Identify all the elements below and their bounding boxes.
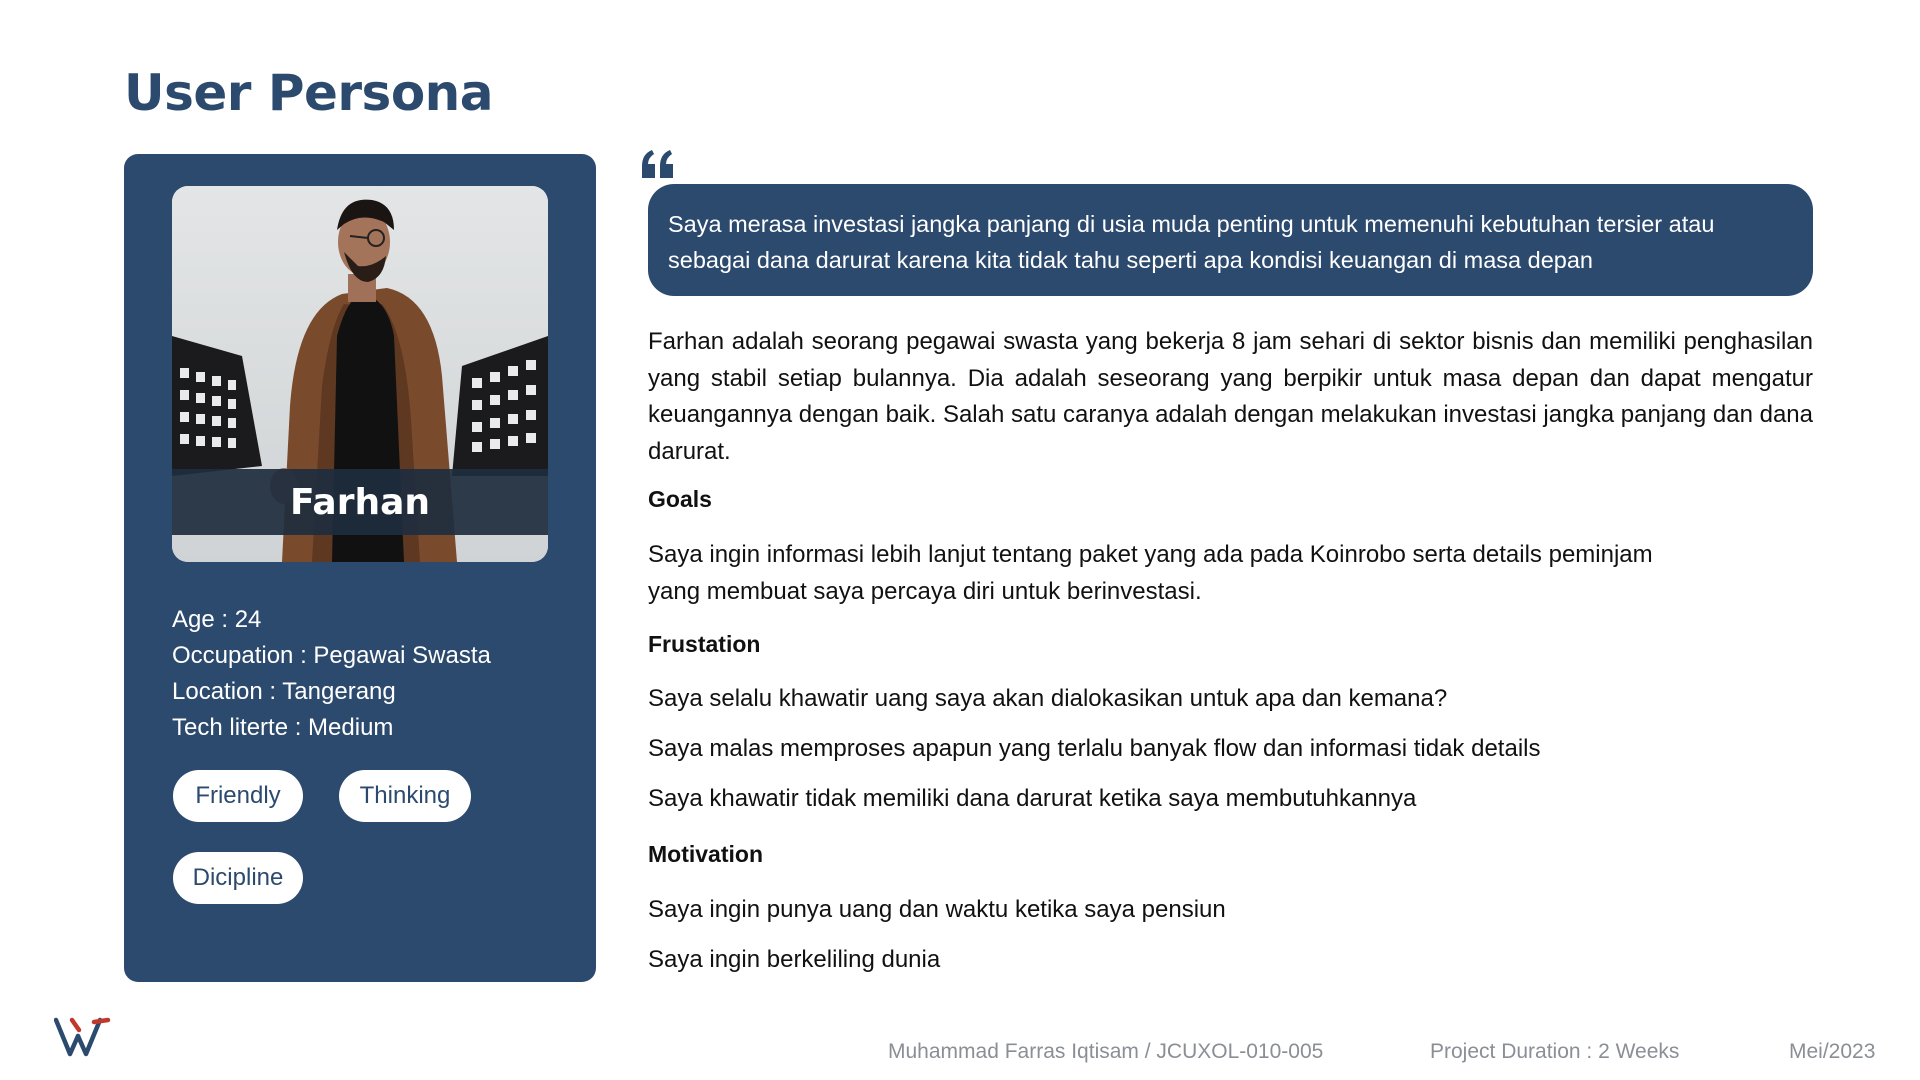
- frustation-heading: Frustation: [648, 631, 761, 657]
- persona-name: Farhan: [289, 481, 431, 523]
- persona-quote: [648, 184, 1813, 296]
- persona-details: [172, 602, 491, 746]
- tag-dicipline: [173, 852, 303, 904]
- page-title: User Persona: [124, 64, 493, 122]
- goals-line: yang membuat saya percaya diri untuk berinvestasi.: [648, 578, 1202, 605]
- detail-tech-literacy: Tech literte : Medium: [172, 714, 394, 741]
- footer-date: Mei/2023: [1789, 1040, 1876, 1063]
- detail-location: Location : Tangerang: [172, 678, 396, 705]
- brand-logo-icon: [54, 1016, 114, 1058]
- persona-name-band: [172, 469, 548, 535]
- quote-line: sebagai dana darurat karena kita tidak tahu seperti apa kondisi keuangan di masa depan: [668, 247, 1593, 273]
- goals-text: [648, 536, 1653, 610]
- tag-thinking: [339, 770, 471, 822]
- footer-author: Muhammad Farras Iqtisam / JCUXOL-010-005: [888, 1040, 1324, 1063]
- frustation-item: Saya selalu khawatir uang saya akan dialokasikan untuk apa dan kemana?: [648, 685, 1448, 712]
- tag-label: Thinking: [359, 782, 451, 809]
- frustation-item: Saya khawatir tidak memiliki dana darurat ketika saya membutuhkannya: [648, 785, 1417, 812]
- persona-bio: Farhan adalah seorang pegawai swasta yang bekerja 8 jam sehari di sektor bisnis dan memiliki penghasilan yang stabil setiap bulannya. Dia adalah seseorang yang berpikir untuk masa depan dan dapat mengatur keuangannya dengan baik. Salah satu caranya adalah dengan melakukan investasi jangka panjang dan dana darurat.: [648, 328, 1813, 465]
- quote-line: Saya merasa investasi jangka panjang di usia muda penting untuk memenuhi kebutuhan tersier atau: [668, 211, 1715, 237]
- motivation-item: Saya ingin berkeliling dunia: [648, 946, 941, 973]
- persona-photo: [172, 186, 548, 562]
- tag-label: Dicipline: [192, 864, 284, 891]
- tag-label: Friendly: [195, 782, 281, 809]
- persona-card: [124, 154, 596, 982]
- detail-occupation: Occupation : Pegawai Swasta: [172, 642, 491, 669]
- motivation-item: Saya ingin punya uang dan waktu ketika saya pensiun: [648, 896, 1226, 923]
- quote-icon: [640, 150, 676, 178]
- tag-friendly: [173, 770, 303, 822]
- footer-duration: Project Duration : 2 Weeks: [1430, 1040, 1680, 1063]
- detail-age: Age : 24: [172, 606, 262, 633]
- goals-line: Saya ingin informasi lebih lanjut tentang paket yang ada pada Koinrobo serta details peminjam: [648, 541, 1653, 568]
- motivation-heading: Motivation: [648, 841, 763, 867]
- frustation-item: Saya malas memproses apapun yang terlalu banyak flow dan informasi tidak details: [648, 735, 1541, 762]
- goals-heading: Goals: [648, 486, 712, 512]
